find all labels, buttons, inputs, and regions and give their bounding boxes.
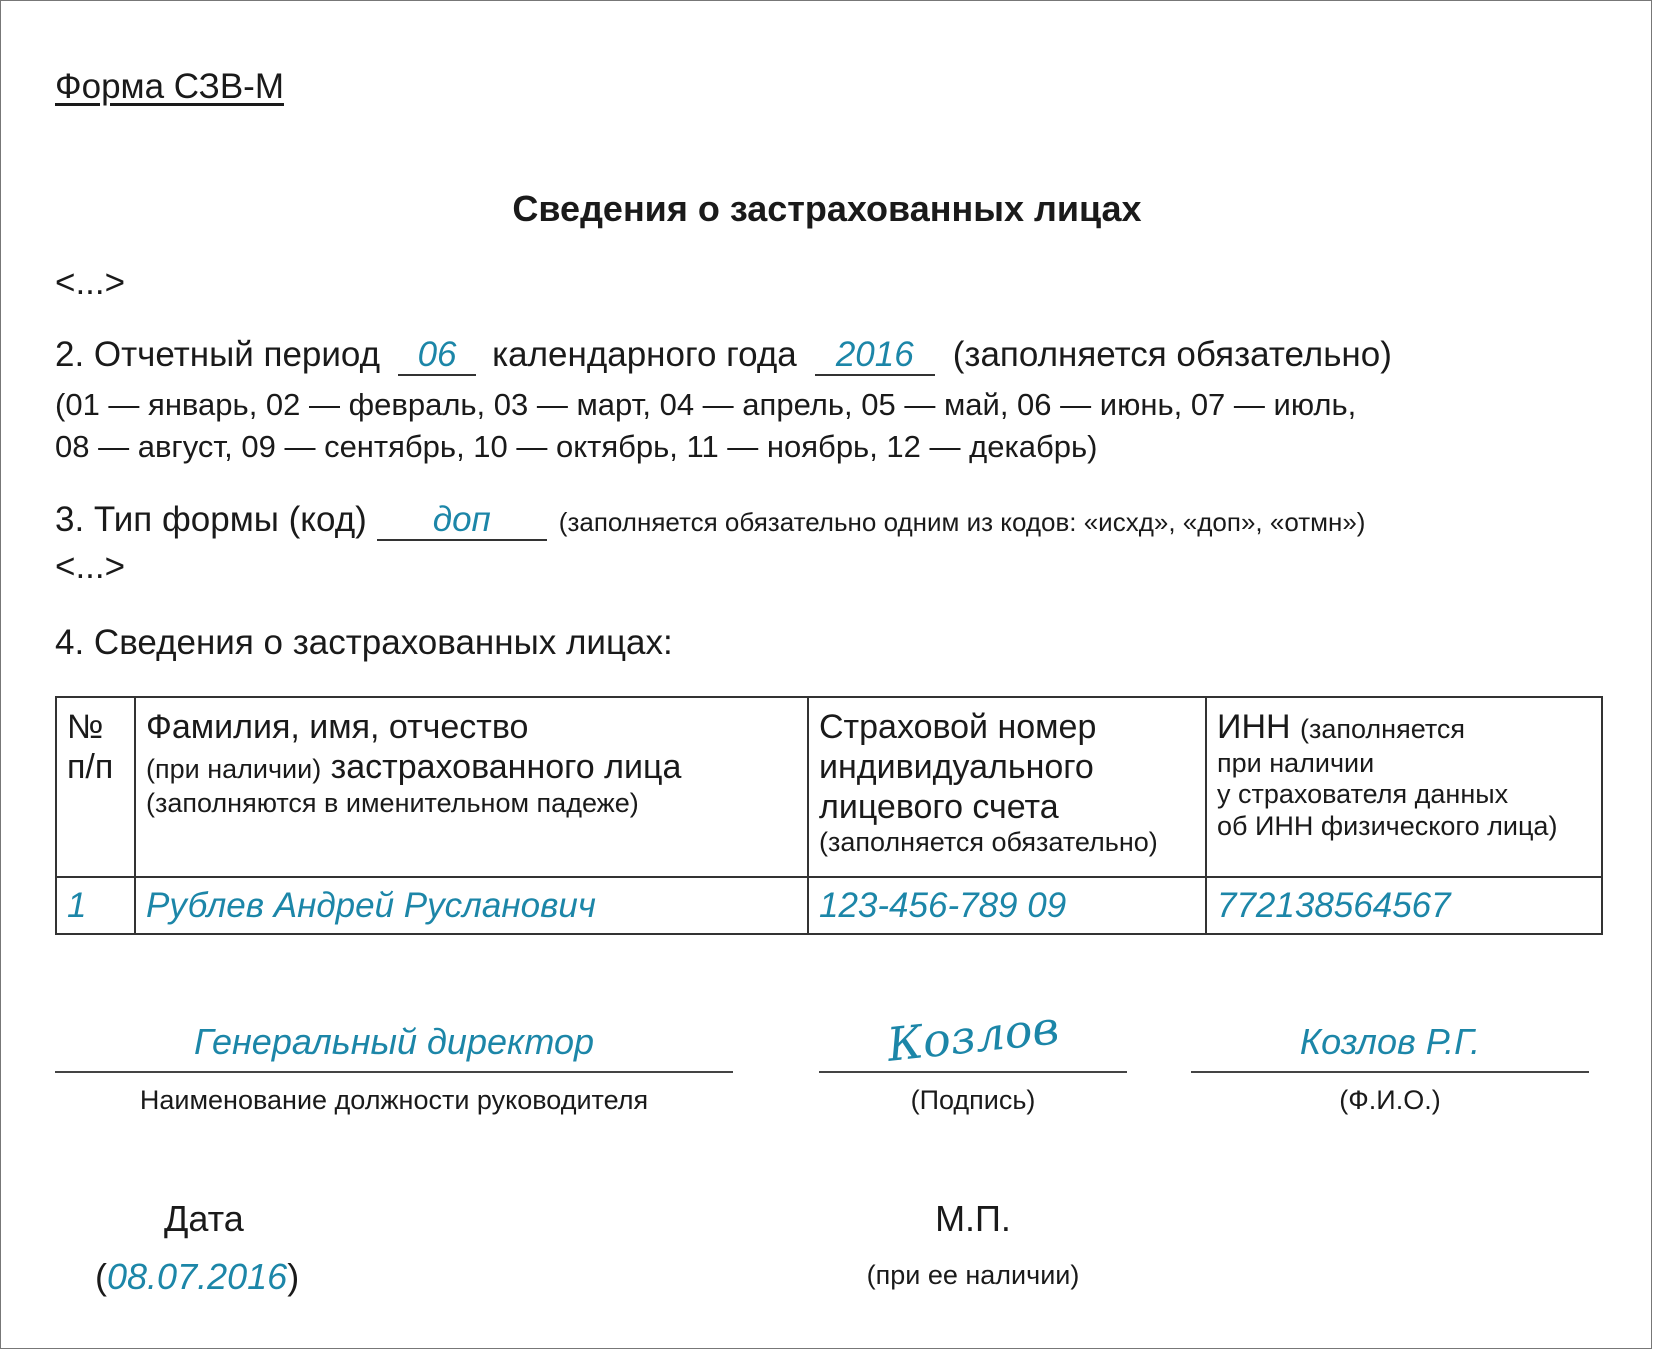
header-inn-sub3: у страхователя данных <box>1217 779 1509 810</box>
header-num-line2: п/п <box>67 747 114 786</box>
cell-num[interactable]: 1 <box>56 877 135 934</box>
table-header-row <box>56 697 1602 877</box>
header-inn-sub1: (заполняется <box>1300 714 1466 744</box>
header-snils-sub: (заполняется обязательно) <box>819 827 1158 858</box>
fio-caption: (Ф.И.О.) <box>1339 1085 1441 1115</box>
form-name: Форма СЗВ-М <box>55 67 284 106</box>
date-open-paren: ( <box>95 1256 107 1297</box>
date-close-paren: ) <box>287 1256 300 1297</box>
header-snils-line3: лицевого счета <box>819 787 1059 826</box>
form-type-label: 3. Тип формы (код) <box>55 500 367 539</box>
month-legend-line-2: 08 — август, 09 — сентябрь, 10 — октябрь, 11 — ноябрь, 12 — декабрь) <box>55 429 1098 464</box>
insured-persons-table <box>55 696 1603 935</box>
header-fio-line1: Фамилия, имя, отчество <box>146 708 529 746</box>
header-snils-line1: Страховой номер <box>819 708 1097 746</box>
header-snils-line2: индивидуального <box>819 747 1094 786</box>
calendar-year-label: календарного года <box>492 335 797 374</box>
signature-line <box>819 1071 1127 1073</box>
reporting-period-line <box>55 335 1392 376</box>
stamp-label: М.П. <box>935 1198 1011 1239</box>
form-type-note: (заполняется обязательно одним из кодов: «исхд», «доп», «отмн») <box>558 507 1366 537</box>
position-line <box>55 1071 733 1073</box>
fio-value[interactable]: Козлов Р.Г. <box>1299 1021 1481 1062</box>
header-inn <box>1206 697 1602 877</box>
month-legend-line-1: (01 — январь, 02 — февраль, 03 — март, 04 — апрель, 05 — май, 06 — июнь, 07 — июль, <box>55 387 1357 422</box>
fio-line <box>1191 1071 1589 1073</box>
position-caption: Наименование должности руководителя <box>139 1085 649 1115</box>
handwritten-signature: Козлов <box>884 1000 1062 1072</box>
position-value[interactable]: Генеральный директор <box>193 1021 595 1062</box>
cell-fio[interactable]: Рублев Андрей Русланович <box>135 877 808 934</box>
header-snils <box>808 697 1206 877</box>
cell-inn[interactable]: 772138564567 <box>1206 877 1602 934</box>
signature-caption: (Подпись) <box>910 1085 1036 1115</box>
date-value[interactable]: 08.07.2016 <box>107 1256 288 1297</box>
header-inn-sub4: об ИНН физического лица) <box>1217 810 1558 841</box>
reporting-period-label: 2. Отчетный период <box>55 335 381 374</box>
header-num <box>56 697 135 877</box>
date-line <box>95 1256 299 1298</box>
mandatory-note: (заполняется обязательно) <box>952 335 1392 374</box>
header-inn-line1 <box>1217 708 1591 748</box>
insured-persons-heading: 4. Сведения о застрахованных лицах: <box>55 623 673 662</box>
year-field[interactable]: 2016 <box>815 337 935 376</box>
header-num-line1: № <box>67 708 104 746</box>
document-title: Сведения о застрахованных лицах <box>512 188 1142 229</box>
table-row <box>56 877 1602 934</box>
header-inn-main: ИНН <box>1217 708 1291 746</box>
header-inn-sub2: при наличии <box>1217 747 1375 778</box>
header-fio-sub1: (при наличии) <box>146 753 322 784</box>
header-fio <box>135 697 808 877</box>
form-type-field[interactable]: доп <box>377 502 547 541</box>
stamp-note: (при ее наличии) <box>866 1260 1080 1290</box>
cell-snils[interactable]: 123-456-789 09 <box>808 877 1206 934</box>
month-field[interactable]: 06 <box>398 337 476 376</box>
header-fio-line2-text: застрахованного лица <box>330 747 682 786</box>
omission-mark-1: <...> <box>55 263 126 302</box>
omission-mark-2: <...> <box>55 547 126 586</box>
date-label: Дата <box>164 1198 244 1239</box>
form-type-line <box>55 500 1365 541</box>
header-fio-line2 <box>146 748 797 788</box>
header-fio-sub2: (заполняются в именительном падеже) <box>146 787 639 818</box>
